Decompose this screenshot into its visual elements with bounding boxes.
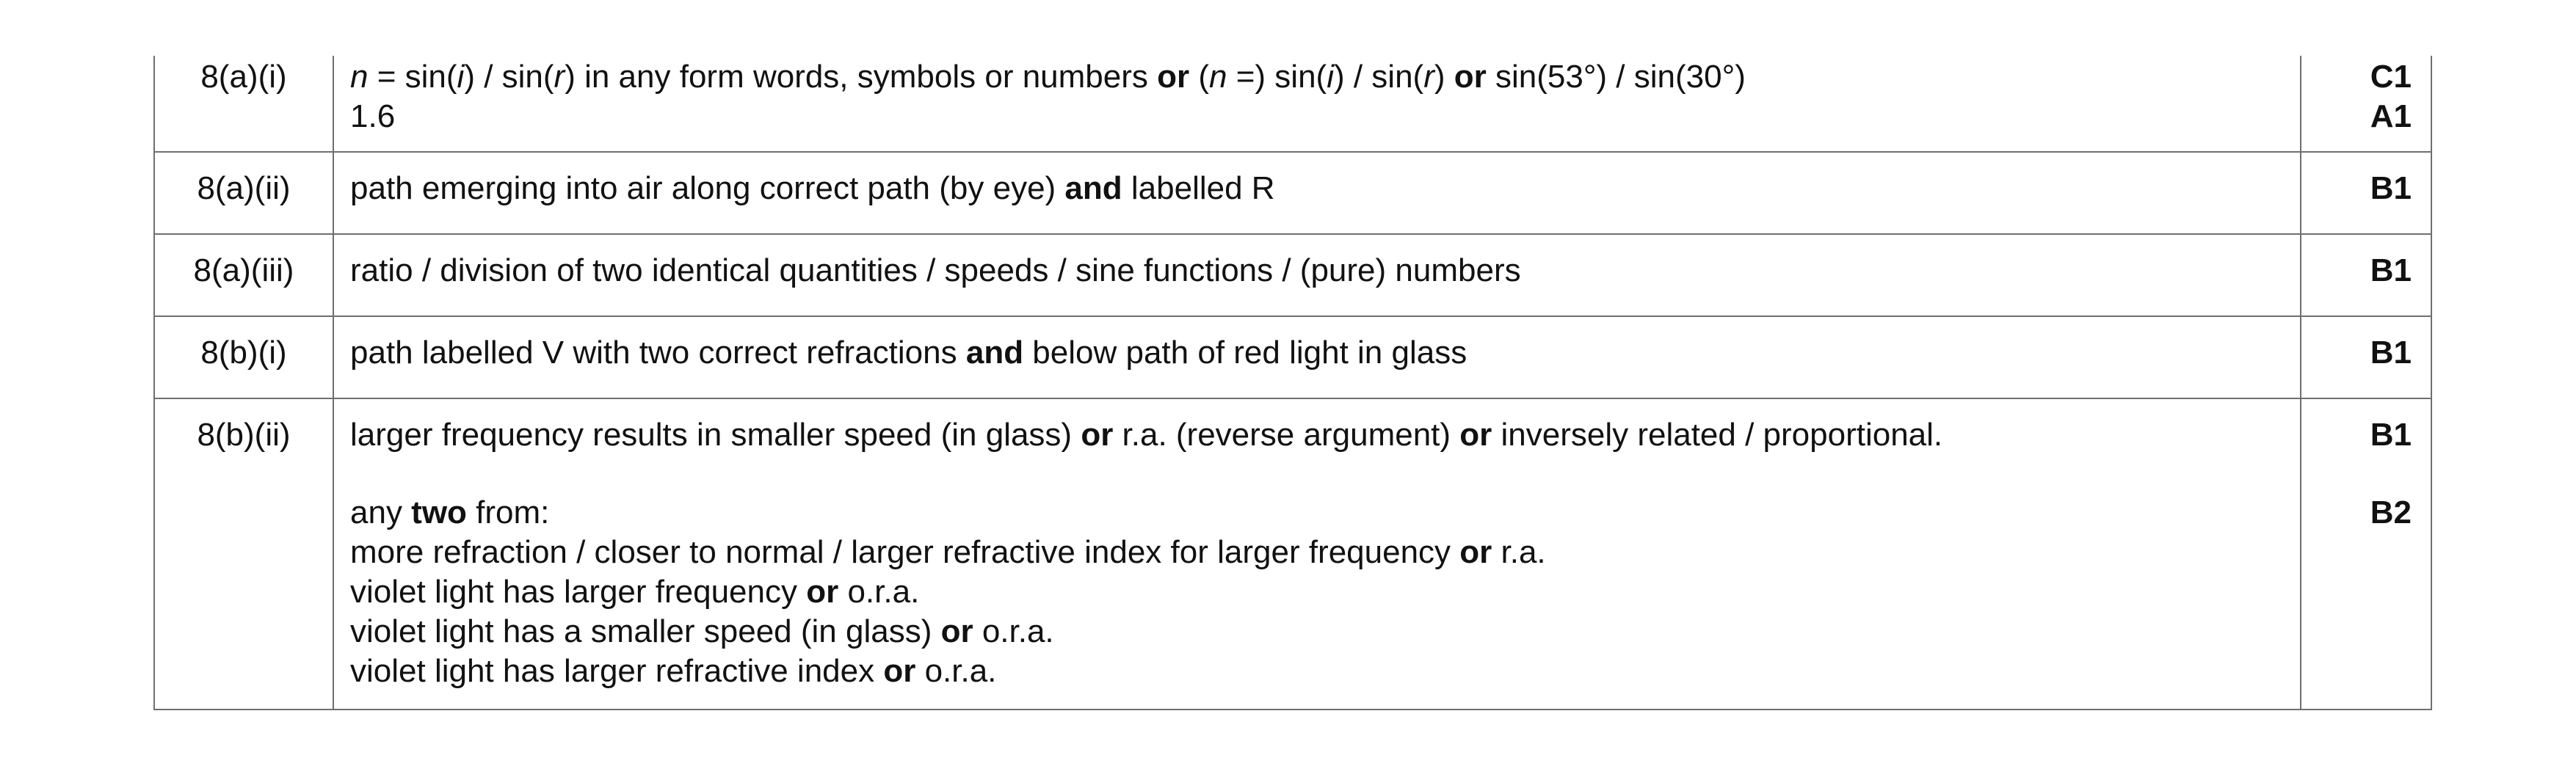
- answer-text: path emerging into air along correct path (by eye): [350, 170, 1065, 206]
- answer-keyword: or: [1454, 59, 1487, 95]
- answer-text: = sin(: [368, 59, 457, 95]
- answer-line: [350, 415, 2285, 455]
- marks-cell: [2301, 234, 2431, 316]
- answer-cell: [333, 56, 2301, 152]
- answer-keyword: or: [1459, 417, 1492, 453]
- answer-line: [350, 97, 2285, 136]
- answer-cell: [333, 316, 2301, 398]
- answer-line: [350, 251, 2285, 291]
- table-row: [154, 316, 2431, 398]
- marks-cell: [2301, 398, 2431, 710]
- answer-text: ) in any form words, symbols or numbers: [565, 59, 1158, 95]
- answer-text: violet light has a smaller speed (in glass): [350, 613, 941, 649]
- answer-keyword: and: [965, 335, 1024, 371]
- answer-blank-line: [350, 455, 2285, 493]
- mark-code: B1: [2370, 170, 2412, 206]
- answer-text: o.r.a.: [915, 653, 997, 689]
- answer-symbol: r: [1423, 59, 1434, 95]
- answer-keyword: or: [1459, 534, 1492, 570]
- question-number: 8(a)(i): [154, 56, 333, 152]
- mark-scheme-table: [153, 56, 2432, 710]
- question-number: 8(a)(ii): [154, 152, 333, 234]
- answer-keyword: or: [1157, 59, 1190, 95]
- mark-code: B1: [2370, 252, 2412, 288]
- answer-line: [350, 612, 2285, 652]
- answer-text: labelled R: [1122, 170, 1275, 206]
- answer-text: violet light has larger refractive index: [350, 653, 884, 689]
- answer-text: path labelled V with two correct refractions: [350, 335, 966, 371]
- answer-text: (: [1189, 59, 1210, 95]
- answer-text: ) / sin(: [1333, 59, 1424, 95]
- answer-keyword: or: [1081, 417, 1114, 453]
- answer-text: ) / sin(: [464, 59, 554, 95]
- answer-text: larger frequency results in smaller speed (in glass): [350, 417, 1081, 453]
- mark-code: B1: [2370, 417, 2412, 453]
- table-row: [154, 398, 2431, 710]
- answer-line: [350, 333, 2285, 373]
- answer-line: [350, 533, 2285, 572]
- answer-symbol: r: [554, 59, 565, 95]
- table-row: [154, 152, 2431, 234]
- marks-cell: [2301, 152, 2431, 234]
- answer-keyword: or: [940, 613, 973, 649]
- mark-code: C1: [2370, 59, 2412, 95]
- question-number: 8(a)(iii): [154, 234, 333, 316]
- answer-cell: [333, 152, 2301, 234]
- answer-symbol: i: [457, 59, 465, 95]
- answer-text: o.r.a.: [838, 574, 920, 610]
- answer-line: [350, 652, 2285, 691]
- answer-keyword: or: [883, 653, 916, 689]
- answer-text: sin(53°) / sin(30°): [1486, 59, 1746, 95]
- answer-symbol: n: [350, 59, 369, 95]
- answer-keyword: two: [411, 495, 467, 530]
- answer-text: ): [1434, 59, 1454, 95]
- answer-text: violet light has larger frequency: [350, 574, 807, 610]
- answer-cell: [333, 398, 2301, 710]
- answer-text: ratio / division of two identical quantities / speeds / sine functions / (pure) numbers: [350, 252, 1521, 288]
- answer-symbol: i: [1327, 59, 1334, 95]
- mark-code: A1: [2370, 98, 2412, 134]
- question-number: 8(b)(ii): [154, 398, 333, 710]
- question-number: 8(b)(i): [154, 316, 333, 398]
- answer-line: [350, 572, 2285, 612]
- table-row: [154, 56, 2431, 152]
- answer-text: =) sin(: [1227, 59, 1327, 95]
- answer-keyword: and: [1064, 170, 1122, 206]
- mark-spacer: [2301, 455, 2412, 493]
- answer-text: below path of red light in glass: [1023, 335, 1467, 371]
- marks-cell: [2301, 316, 2431, 398]
- answer-line: [350, 169, 2285, 208]
- answer-text: any: [350, 495, 412, 530]
- mark-code: B1: [2370, 335, 2412, 371]
- answer-text: r.a. (reverse argument): [1113, 417, 1460, 453]
- answer-text: from:: [466, 495, 550, 530]
- answer-text: more refraction / closer to normal / larger refractive index for larger frequency: [350, 534, 1460, 570]
- answer-keyword: or: [806, 574, 839, 610]
- answer-line: [350, 493, 2285, 533]
- answer-text: 1.6: [350, 98, 396, 134]
- table-row: [154, 234, 2431, 316]
- answer-text: inversely related / proportional.: [1492, 417, 1943, 453]
- answer-symbol: n: [1209, 59, 1227, 95]
- answer-text: o.r.a.: [973, 613, 1054, 649]
- mark-code: B2: [2370, 495, 2412, 530]
- answer-line: [350, 57, 2285, 97]
- answer-text: r.a.: [1492, 534, 1546, 570]
- answer-cell: [333, 234, 2301, 316]
- marks-cell: [2301, 56, 2431, 152]
